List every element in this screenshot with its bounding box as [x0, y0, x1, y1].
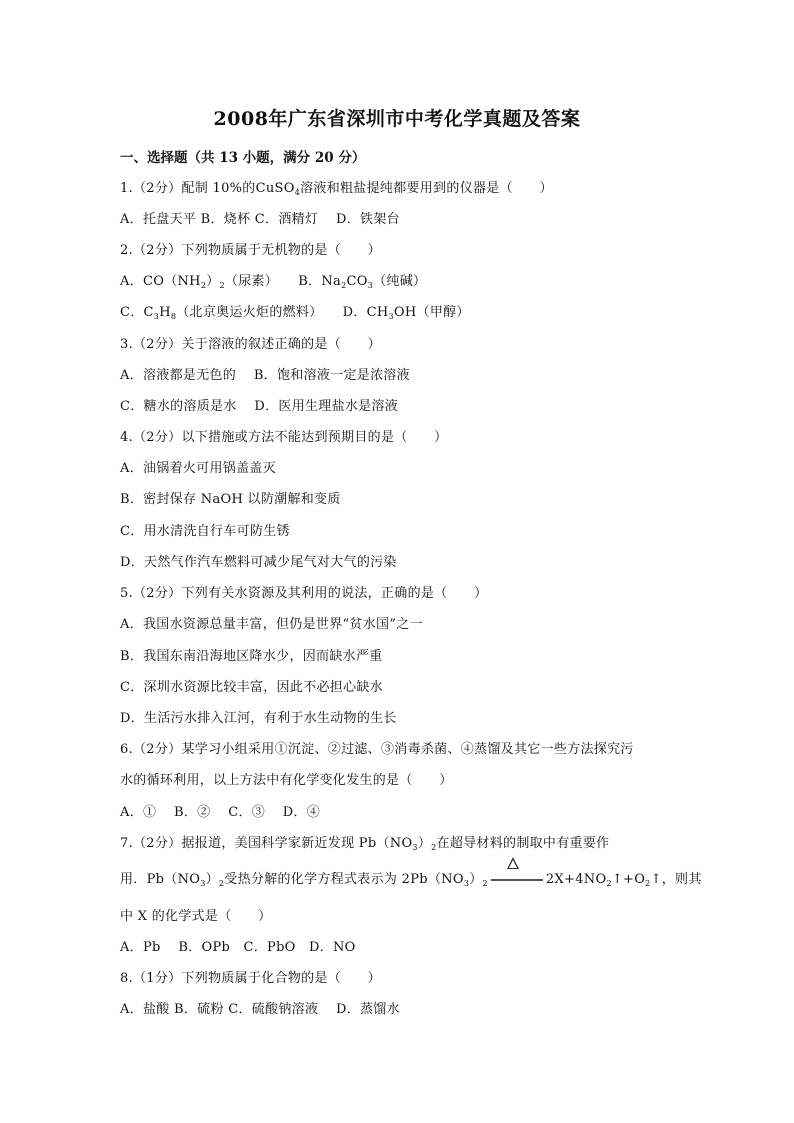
subscript: 2 — [645, 879, 651, 888]
question-4-option-c: C．用水清洗自行车可防生锈 — [120, 524, 290, 539]
question-8-stem: 8.（1分）下列物质属于化合物的是（ ） — [120, 971, 381, 986]
text: 7.（2分）据报道，美国科学家新近发现 Pb（NO — [120, 836, 413, 851]
text: C．C — [120, 305, 154, 320]
question-4-option-d: D．天然气作汽车燃料可减少尾气对大气的污染 — [120, 555, 397, 570]
equation-bar — [491, 879, 543, 881]
question-3-options-cd: C．糖水的溶质是水 D．医用生理盐水是溶液 — [120, 399, 399, 414]
text: CuSO — [255, 181, 295, 196]
question-7-line1 — [120, 832, 609, 851]
question-5-option-b: B．我国东南沿海地区降水少，因而缺水严重 — [120, 649, 383, 664]
text: A．CO（NH — [120, 274, 201, 289]
subscript: 3 — [463, 879, 470, 888]
subscript: 2 — [341, 281, 347, 290]
question-2-stem: 2.（2分）下列物质属于无机物的是（ ） — [120, 243, 381, 258]
question-5-option-c: C．深圳水资源比较丰富，因此不必担心缺水 — [120, 680, 383, 695]
text: CO — [346, 274, 368, 289]
subscript: 3 — [153, 312, 160, 321]
question-1-options: A．托盘天平 B．烧杯 C．酒精灯 D．铁架台 — [120, 212, 400, 227]
question-5-option-a: A．我国水资源总量丰富，但仍是世界“贫水国”之一 — [120, 617, 423, 632]
question-6-options: A．① B．② C．③ D．④ — [120, 805, 321, 820]
text: （北京奥运火炬的燃料） D．CH — [176, 305, 389, 320]
text: 用．Pb（NO — [120, 872, 201, 887]
subscript: 2 — [200, 281, 207, 290]
delta-triangle-icon — [507, 857, 519, 869]
question-6-stem-line1: 6.（2分）某学习小组采用①沉淀、②过滤、③消毒杀菌、④蒸馏及其它一些方法探究污 — [120, 742, 634, 757]
text: ） — [417, 836, 432, 851]
question-4-stem: 4.（2分）以下措施或方法不能达到预期目的是（ ） — [120, 430, 448, 445]
question-5-stem: 5.（2分）下列有关水资源及其利用的说法，正确的是（ ） — [120, 586, 488, 601]
question-8-options: A．盐酸 B．硫粉 C．硫酸钠溶液 D．蒸馏水 — [120, 1002, 400, 1017]
document-title: 2008年广东省深圳市中考化学真题及答案 — [213, 108, 581, 130]
question-7-line2 — [120, 868, 702, 887]
question-4-option-a: A．油锅着火可用锅盖盖灭 — [120, 461, 276, 476]
question-7-options: A．Pb B．OPb C．PbO D．NO — [120, 940, 356, 955]
question-3-options-ab: A．溶液都是无色的 B．饱和溶液一定是浓溶液 — [120, 368, 410, 383]
question-3-stem: 3.（2分）关于溶液的叙述正确的是（ ） — [120, 337, 381, 352]
text: 受热分解的化学方程式表示为 2Pb（NO — [224, 872, 464, 887]
question-2-options-ab — [120, 270, 426, 289]
text: ↑，则其 — [650, 872, 702, 887]
text: ↑+O — [611, 872, 646, 887]
subscript: 2 — [218, 879, 225, 888]
text: 2X+4NO — [545, 872, 607, 887]
question-2-options-cd — [120, 301, 470, 320]
text: （尿素） B．Na — [224, 274, 342, 289]
text: ） — [205, 872, 219, 887]
subscript: 2 — [482, 879, 488, 888]
subscript: 2 — [606, 879, 612, 888]
section-heading: 一、选择题（共 13 小题，满分 20 分） — [120, 150, 366, 166]
question-5-option-d: D．生活污水排入江河，有利于水生动物的生长 — [120, 711, 397, 726]
question-6-stem-line2: 水的循环利用，以上方法中有化学变化发生的是（ ） — [120, 773, 453, 788]
subscript: 3 — [388, 312, 394, 321]
text: 1.（2分）配制 10%的 — [120, 181, 256, 196]
heating-arrow-icon — [489, 871, 545, 885]
subscript: 8 — [170, 312, 177, 321]
subscript: 2 — [219, 281, 225, 290]
subscript: 4 — [294, 188, 301, 197]
text: H — [159, 305, 171, 320]
subscript: 3 — [367, 281, 374, 290]
text: OH（甲醇） — [393, 305, 470, 320]
question-4-option-b: B．密封保存 NaOH 以防潮解和变质 — [120, 492, 341, 507]
text: 溶液和粗盐提纯都要用到的仪器是（ ） — [300, 181, 553, 196]
text: ） — [206, 274, 220, 289]
question-1-stem — [120, 177, 553, 196]
subscript: 3 — [200, 879, 206, 888]
text: 在超导材料的制取中有重要作 — [436, 836, 610, 851]
question-7-line3: 中 X 的化学式是（ ） — [120, 909, 272, 924]
subscript: 2 — [431, 843, 437, 852]
text: ） — [469, 872, 483, 887]
subscript: 3 — [412, 843, 418, 852]
text: （纯碱） — [373, 274, 427, 289]
